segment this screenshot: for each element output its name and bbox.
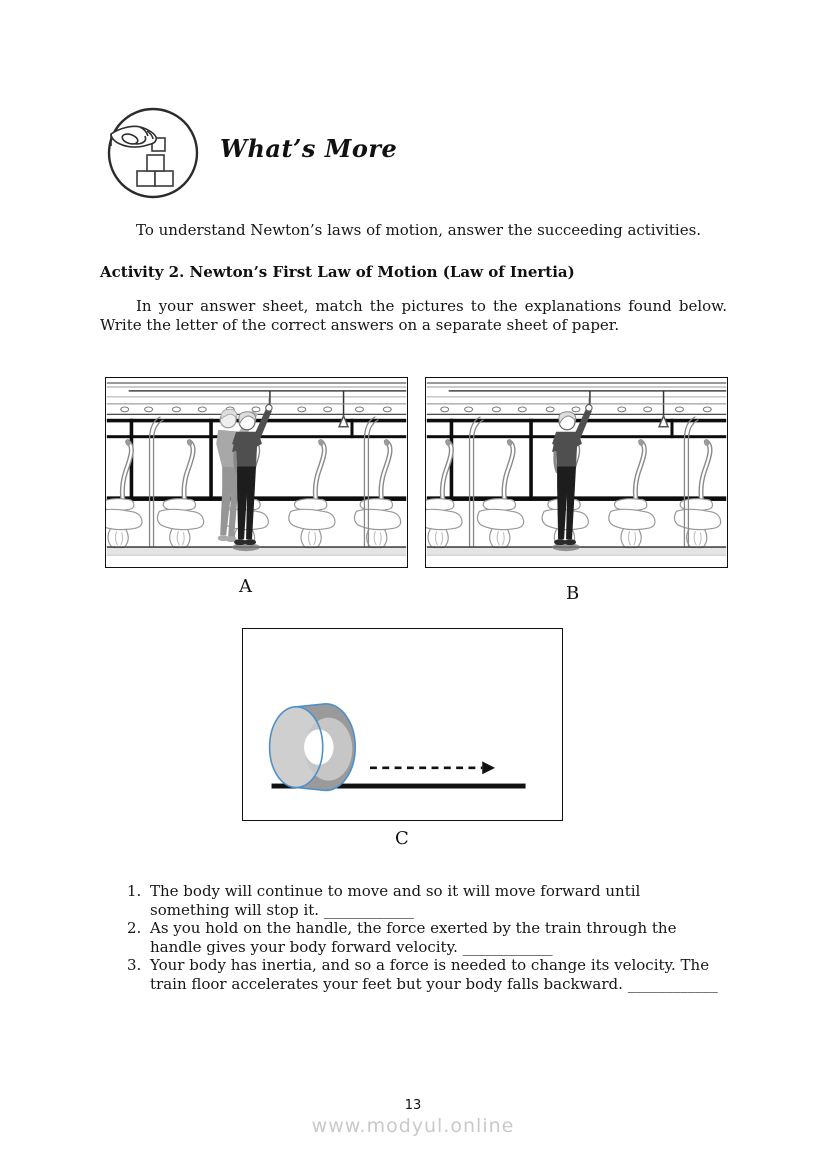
answer-blank: ____________ (462, 937, 553, 956)
page-number: 13 (404, 1098, 422, 1113)
question-text: Your body has inertia, and so a force is needed to change its velocity. The train floor accelerates your feet but your body falls backward. ____________ (150, 956, 718, 993)
figure-b-train-standing (425, 377, 728, 568)
question-text: As you hold on the handle, the force exerted by the train through the handle gives your body forward velocity. ____________ (150, 919, 677, 956)
page-title: What’s More (220, 134, 398, 163)
train-illustration-b (426, 378, 727, 567)
cylinder-illustration (243, 629, 562, 820)
question-text: The body will continue to move and so it will move forward until something will stop it. ____________ (150, 882, 641, 919)
intro-text: To understand Newton’s laws of motion, answer the succeeding activities. (136, 221, 702, 239)
figure-a-label: A (239, 576, 252, 597)
question-number: 1. (127, 882, 142, 900)
figure-b-label: B (566, 583, 580, 604)
question-number: 2. (127, 919, 142, 938)
answer-blank: ____________ (323, 900, 414, 919)
questions-list (127, 882, 719, 994)
question-number: 3. (127, 956, 142, 975)
watermark: www.modyul.online (311, 1115, 515, 1137)
figure-c-label: C (395, 828, 409, 849)
question-item (127, 956, 719, 993)
question-item (127, 882, 719, 919)
instructions-text: In your answer sheet, match the pictures to the explanations found below. Write the letter of the correct answers on a separate sheet of paper. (100, 297, 727, 334)
figure-c-rolling-cylinder (242, 628, 563, 821)
activity-heading: Activity 2. Newton’s First Law of Motion (Law of Inertia) (100, 263, 575, 281)
question-item (127, 919, 719, 956)
train-illustration-a (106, 378, 407, 567)
answer-blank: ____________ (627, 974, 718, 993)
figure-a-train-leaning (105, 377, 408, 568)
hand-stacking-blocks-icon (106, 106, 200, 201)
